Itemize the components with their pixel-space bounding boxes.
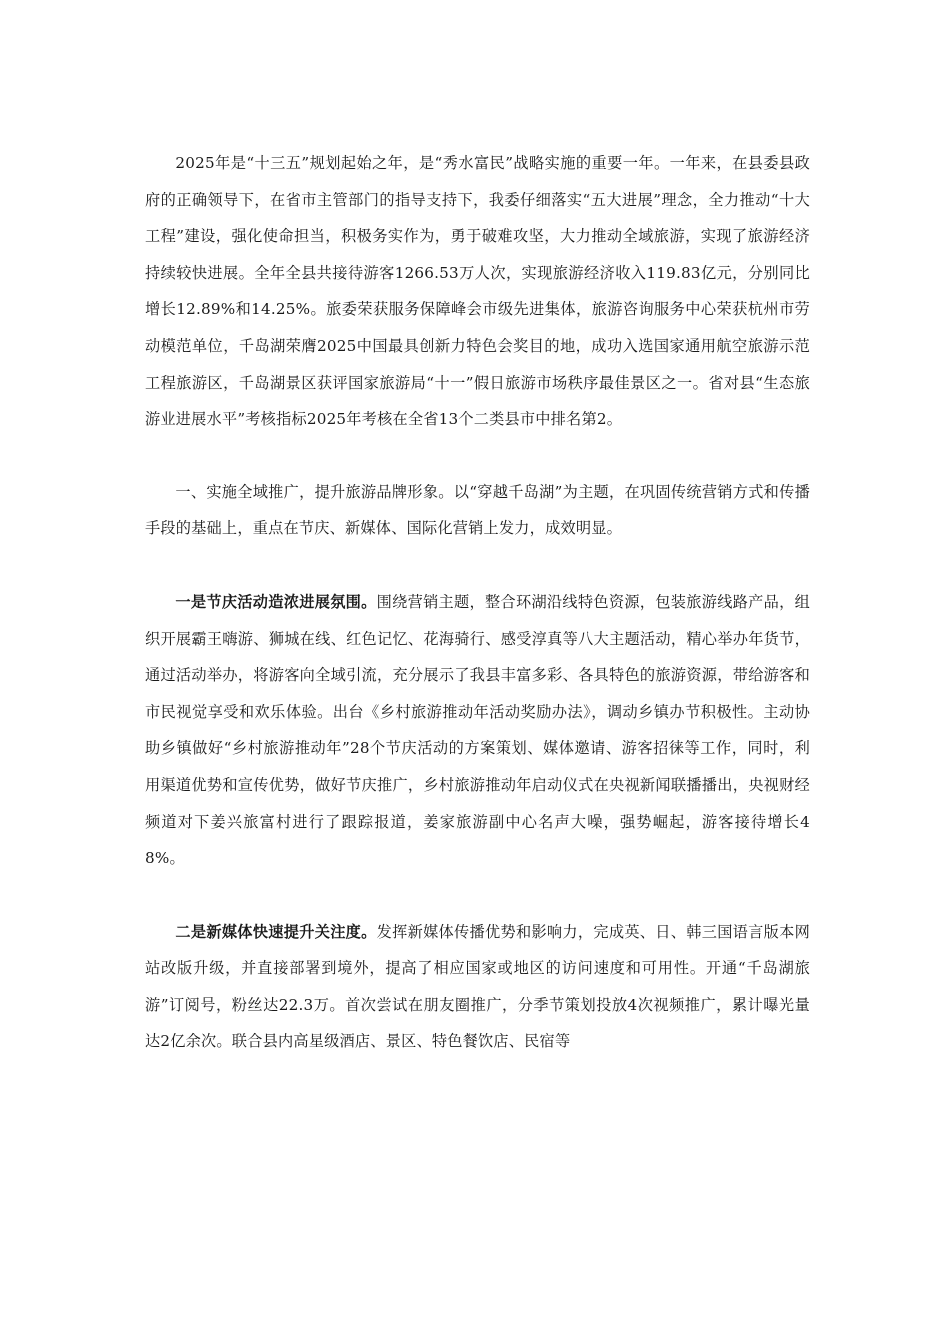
festival-activities-lead: 一是节庆活动造浓进展氛围。 (175, 592, 377, 611)
new-media-paragraph (145, 914, 810, 1060)
intro-paragraph (145, 145, 810, 438)
document-body (145, 145, 810, 1060)
new-media-text: 发挥新媒体传播优势和影响力，完成英、日、韩三国语言版本网站改版升级，并直接部署到境外，提高了相应国家或地区的访问速度和可用性。开通“千岛湖旅游”订阅号，粉丝达22.3万。首次尝试在朋友圈推广，分季节策划投放4次视频推广，累计曝光量达2亿余次。联合县内高星级酒店、景区、特色餐饮店、民宿等 (145, 922, 810, 1051)
new-media-lead: 二是新媒体快速提升关注度。 (175, 922, 377, 941)
festival-activities-paragraph (145, 584, 810, 877)
section-one-heading-paragraph (145, 474, 810, 547)
festival-activities-text: 围绕营销主题，整合环湖沿线特色资源，包装旅游线路产品，组织开展霸王嗨游、狮城在线、红色记忆、花海骑行、感受淳真等八大主题活动，精心举办年货节，通过活动举办，将游客向全域引流，充分展示了我县丰富多彩、各具特色的旅游资源，带给游客和市民视觉享受和欢乐体验。出台《乡村旅游推动年活动奖励办法》，调动乡镇办节积极性。主动协助乡镇做好“乡村旅游推动年”28个节庆活动的方案策划、媒体邀请、游客招徕等工作，同时，利用渠道优势和宣传优势，做好节庆推广，乡村旅游推动年启动仪式在央视新闻联播播出，央视财经频道对下姜兴旅富村进行了跟踪报道，姜家旅游副中心名声大噪，强势崛起，游客接待增长48%。 (145, 592, 810, 868)
section-one-text: 一、实施全域推广，提升旅游品牌形象。以“穿越千岛湖”为主题，在巩固传统营销方式和传播手段的基础上，重点在节庆、新媒体、国际化营销上发力，成效明显。 (145, 482, 810, 538)
intro-paragraph-text: 2025年是“十三五”规划起始之年，是“秀水富民”战略实施的重要一年。一年来，在县委县政府的正确领导下，在省市主管部门的指导支持下，我委仔细落实“五大进展”理念，全力推动“十大工程”建设，强化使命担当，积极务实作为，勇于破难攻坚，大力推动全域旅游，实现了旅游经济持续较快进展。全年全县共接待游客1266.53万人次，实现旅游经济收入119.83亿元，分别同比增长12.89%和14.25%。旅委荣获服务保障峰会市级先进集体，旅游咨询服务中心荣获杭州市劳动模范单位，千岛湖荣膺2025中国最具创新力特色会奖目的地，成功入选国家通用航空旅游示范工程旅游区，千岛湖景区获评国家旅游局“十一”假日旅游市场秩序最佳景区之一。省对县“生态旅游业进展水平”考核指标2025年考核在全省13个二类县市中排名第2。 (145, 154, 810, 429)
